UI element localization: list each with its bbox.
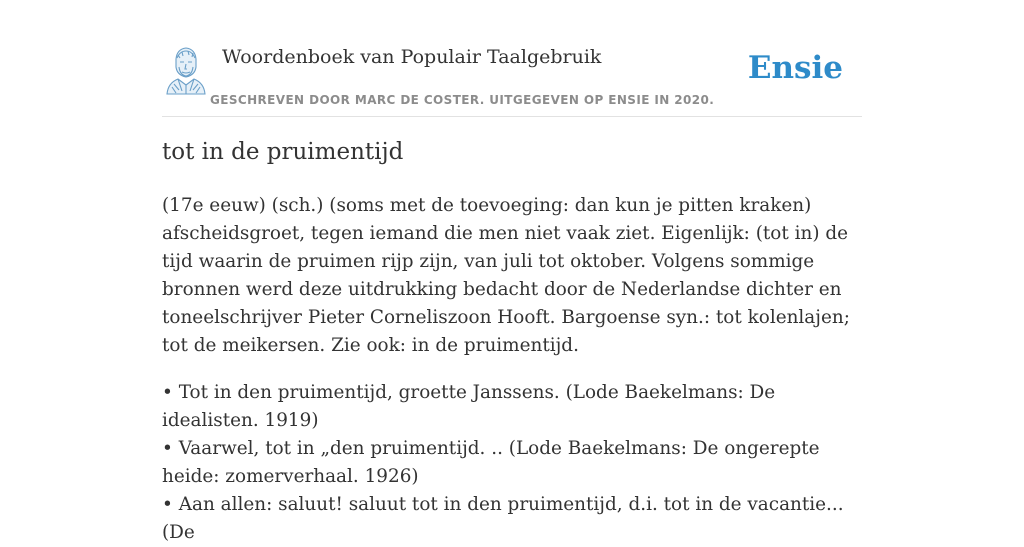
entry-title: tot in de pruimentijd xyxy=(162,139,404,165)
example-quote: • Vaarwel, tot in „den pruimentijd. .. (Lode Baekelmans: De ongerepte heide: zomerverhaal. 1926) xyxy=(162,438,820,487)
entry-examples xyxy=(162,379,862,547)
page-header xyxy=(162,40,862,117)
example-quote: • Aan allen: saluut! saluut tot in den pruimentijd, d.i. tot in de vacantie... (De xyxy=(162,494,844,543)
author-portrait-icon xyxy=(164,45,208,95)
entry-definition: (17e eeuw) (sch.) (soms met de toevoeging: dan kun je pitten kraken) afscheidsgroet, tegen iemand die men niet vaak ziet. Eigenlijk: (tot in) de tijd waarin de pruimen rijp zijn, van juli tot oktober. Volgens sommige bronnen werd deze uitdrukking bedacht door de Nederlandse dichter en toneelschrijver Pieter Corneliszoon Hooft. Bargoense syn.: tot kolenlajen; tot de meikersen. Zie ook: in de pruimentijd. xyxy=(162,195,850,356)
author-byline: GESCHREVEN DOOR MARC DE COSTER. UITGEGEVEN OP ENSIE IN 2020. xyxy=(210,93,715,107)
book-title[interactable]: Woordenboek van Populair Taalgebruik xyxy=(222,46,602,68)
ensie-logo-link[interactable]: Ensie xyxy=(747,50,843,86)
example-quote: • Tot in den pruimentijd, groette Janssens. (Lode Baekelmans: De idealisten. 1919) xyxy=(162,382,776,431)
